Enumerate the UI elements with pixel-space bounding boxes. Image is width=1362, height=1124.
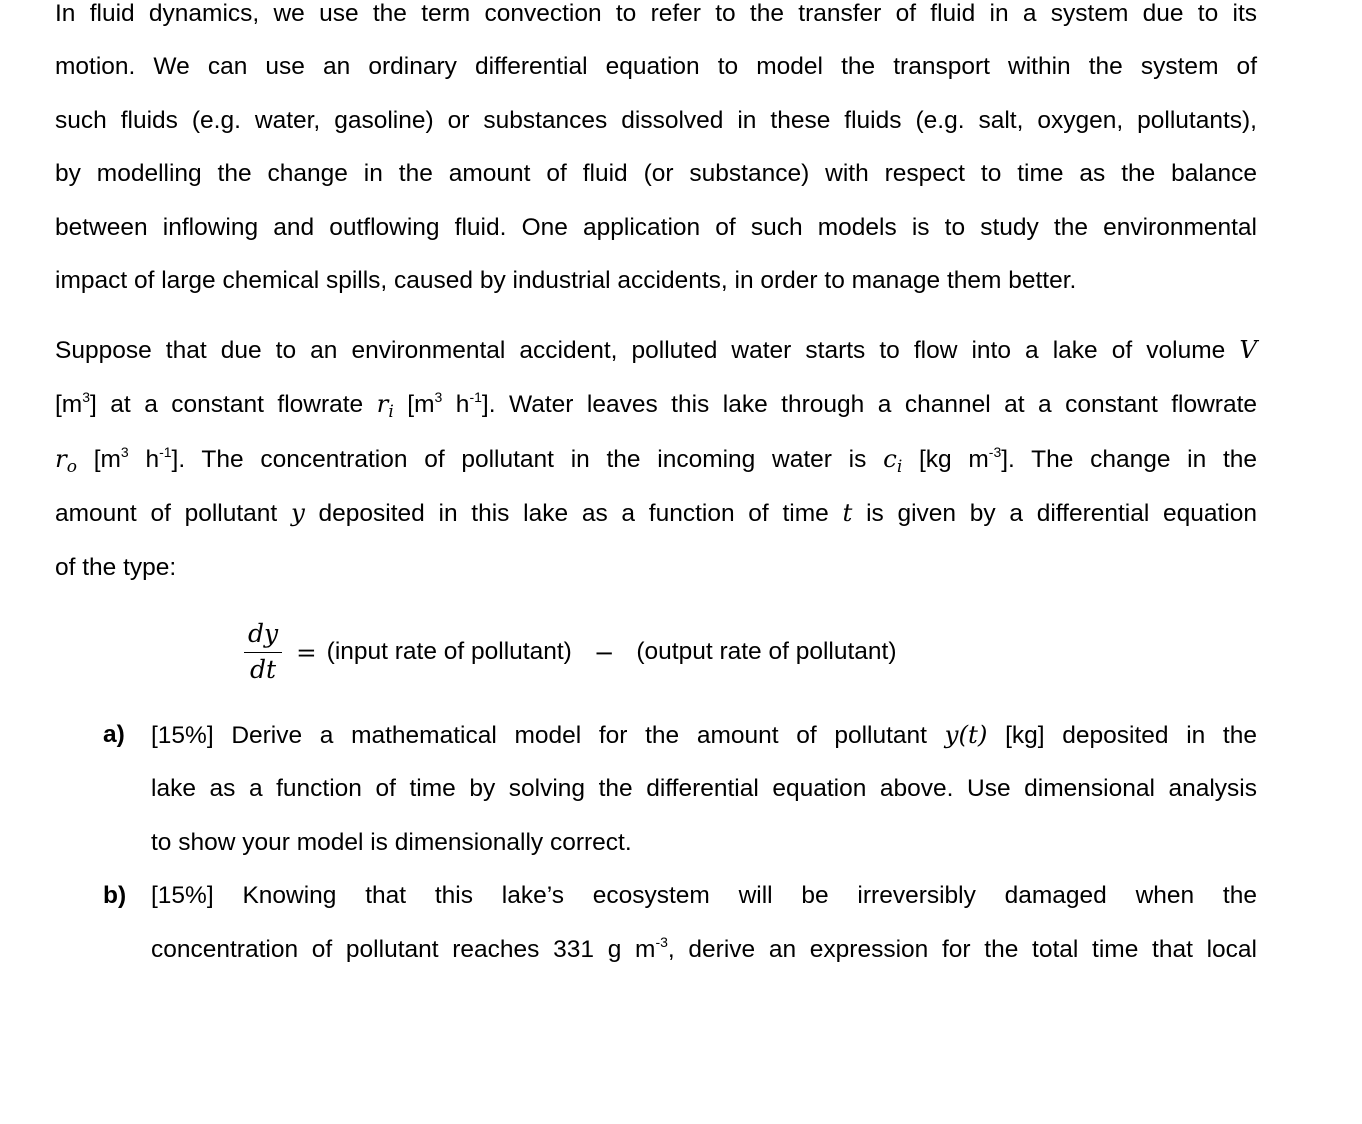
intro-line-5: between inflowing and outflowing fluid. One application of such models is to study the environmental bbox=[55, 213, 1257, 241]
output-rate-term: (output rate of pollutant) bbox=[636, 638, 897, 665]
question-b-weight: [15%] bbox=[151, 882, 214, 910]
question-a-line-3: to show your model is dimensionally correct. bbox=[151, 828, 632, 856]
question-list bbox=[103, 708, 1257, 976]
question-a-line-1: [15%] Derive a mathematical model for the amount of pollutant y(t) [kg] deposited in the bbox=[151, 720, 1257, 749]
volume-variable: V bbox=[1239, 335, 1258, 364]
problem-line-5: of the type: bbox=[55, 553, 177, 581]
question-a-weight: [15%] bbox=[151, 722, 214, 749]
question-a-label: a) bbox=[103, 721, 125, 748]
intro-line-1: In fluid dynamics, we use the term convection to refer to the transfer of fluid in a system due to its bbox=[55, 0, 1257, 27]
intro-paragraph bbox=[55, 0, 1257, 307]
concentration-variable: c bbox=[883, 443, 897, 473]
y-of-t-expression: y(t) bbox=[944, 720, 988, 749]
question-b-line-2: concentration of pollutant reaches 331 g $m^{-3}$, derive an expression for the total time that local bbox=[151, 933, 1257, 963]
derivative-fraction bbox=[244, 618, 282, 687]
problem-line-2: $[m^3]$ at a constant flowrate $r_i$ [$m^3$ $h^{-1}$]. Water leaves this lake through a channel at a constant flowrate bbox=[55, 389, 1258, 423]
question-b-line-1: [15%] Knowing that this lake’s ecosystem will be irreversibly damaged when the bbox=[151, 882, 1257, 910]
inflow-rate-variable: r bbox=[376, 389, 389, 419]
outflow-rate-variable: r bbox=[55, 443, 67, 473]
question-b-label: b) bbox=[103, 882, 127, 910]
fraction-numerator: dy bbox=[244, 618, 282, 653]
intro-line-2: motion. We can use an ordinary differential equation to model the transport within the system of bbox=[55, 53, 1257, 81]
input-rate-term: (input rate of pollutant) bbox=[326, 638, 572, 665]
question-a bbox=[103, 708, 1257, 869]
pollutant-variable: y bbox=[290, 498, 305, 528]
intro-line-6: impact of large chemical spills, caused by industrial accidents, in order to manage them better. bbox=[55, 267, 1077, 295]
differential-equation bbox=[244, 612, 897, 692]
equals-sign: = bbox=[296, 637, 317, 667]
question-b bbox=[103, 869, 1257, 976]
question-a-line-2: lake as a function of time by solving the differential equation above. Use dimensional analysis bbox=[151, 775, 1257, 803]
minus-sign: − bbox=[593, 637, 615, 667]
intro-line-4: by modelling the change in the amount of fluid (or substance) with respect to time as the balance bbox=[55, 160, 1257, 188]
problem-paragraph bbox=[55, 323, 1257, 594]
fraction-denominator: dt bbox=[250, 654, 277, 684]
problem-line-1: Suppose that due to an environmental accident, polluted water starts to flow into a lake of volume V bbox=[55, 335, 1258, 364]
problem-line-4: amount of pollutant y deposited in this lake as a function of time t is given by a differential equation bbox=[55, 498, 1258, 528]
problem-line-3: $r_o$ [$m^3$ $h^{-1}$]. The concentration of pollutant in the incoming water is $c_i$ [kg $m^{-3}$]. The change in the bbox=[55, 443, 1258, 477]
time-variable: t bbox=[842, 498, 853, 528]
intro-line-3: such fluids (e.g. water, gasoline) or substances dissolved in these fluids (e.g. salt, oxygen, pollutants), bbox=[55, 106, 1257, 134]
